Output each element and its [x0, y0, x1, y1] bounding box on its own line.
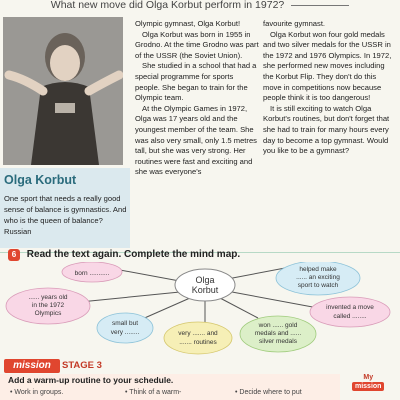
cloud-won-line-1: won ...... gold: [258, 322, 298, 329]
article-column-1: [135, 19, 260, 178]
cloud-helped-line-2: ...... an exciting: [296, 274, 340, 281]
cloud-helped-line-3: sport to watch: [297, 282, 339, 289]
cloud-small: [97, 313, 153, 343]
mission-bullet-3: • Decide where to put: [235, 389, 302, 396]
col1-para-2: Olga Korbut was born in 1955 in Grodno. At the time Grodno was part of the USSR (the Soviet Union).: [135, 29, 259, 60]
profile-intro: One sport that needs a really good sense of balance is gymnastics. And who is the queen of balance? Russian: [4, 194, 127, 236]
question-text: What new move did Olga Korbut perform in 1972?: [50, 0, 285, 11]
mission-bullet-2: • Think of a warm-: [125, 389, 182, 396]
mission-badge: mission: [4, 359, 60, 373]
cloud-invented: [310, 297, 390, 327]
cloud-years-line-3: Olympics: [34, 310, 62, 317]
profile-name: Olga Korbut: [4, 173, 77, 187]
col1-para-3: She studied in a school that had a special programme for sports people. She began to train for the Olympic team.: [135, 61, 257, 103]
cloud-helped-line-1: helped make: [299, 266, 337, 273]
mission-bullet-1: • Work in groups.: [10, 389, 64, 396]
cloud-born: [62, 262, 122, 282]
task-6-heading: [8, 249, 240, 261]
arrow-small: [140, 298, 190, 320]
cloud-years-line-2: in the 1972: [31, 302, 65, 309]
mind-map: [0, 262, 400, 359]
center-line-1: Olga: [195, 275, 215, 285]
my-mission-line-1: My: [363, 374, 374, 381]
col1-para-4: At the Olympic Games in 1972, Olga was 17 years old and the youngest member of the team. She was also very small, only 1.5 metres tall, but she was very strong. Her routines were fast and exciting and she was everyone's: [135, 103, 257, 177]
task-instruction: Read the text again. Complete the mind map.: [26, 249, 241, 260]
cloud-small-line-2: very ........: [110, 329, 140, 336]
cloud-won-line-3: silver medals: [259, 338, 297, 345]
cloud-invented-line-2: called ........: [333, 313, 367, 320]
article-column-2: [263, 19, 393, 157]
cloud-won: [240, 316, 316, 352]
col2-para-3: It is still exciting to watch Olga Korbut's routines, but don't forget that she had to train for many hours every day to become a top gymnast. Would you like to be a gymnast?: [263, 103, 390, 156]
mission-instruction: Add a warm-up routine to your schedule.: [8, 375, 174, 385]
cloud-small-line-1: small but: [111, 320, 139, 327]
col2-para-2: Olga Korbut won four gold medals and two silver medals for the USSR in the 1972 and 1976 Olympics. In 1972, she performed new moves including the Korbut Flip. They don't do this move in competitions now because people think it is too dangerous!: [263, 29, 392, 103]
col2-para-1: favourite gymnast.: [263, 19, 326, 28]
gymnast-photo-illustration: [3, 17, 123, 165]
answer-line: [291, 5, 349, 6]
cloud-routines: [164, 322, 232, 354]
cloud-years: [6, 288, 90, 324]
col1-para-1: Olympic gymnast, Olga Korbut!: [135, 19, 241, 28]
center-line-2: Korbut: [191, 285, 219, 295]
center-cloud: [175, 269, 235, 301]
gymnast-photo: [3, 17, 123, 165]
my-mission-line-2: mission: [352, 382, 384, 391]
cloud-years-line-1: ...... years old: [28, 294, 68, 301]
cloud-born-line-1: born ...........: [74, 270, 110, 277]
cloud-helped: [276, 262, 360, 295]
my-mission-logo: [352, 373, 384, 391]
cloud-routines-line-1: very ....... and: [178, 330, 218, 337]
cloud-won-line-2: medals and ......: [254, 330, 302, 337]
arrow-won: [220, 298, 258, 318]
mission-stage: STAGE 3: [62, 360, 102, 371]
cloud-routines-line-2: ....... routines: [179, 339, 217, 346]
arrow-born: [120, 270, 185, 282]
arrow-years: [80, 292, 180, 302]
task-number-badge: 6: [8, 249, 20, 261]
header-question: [0, 0, 400, 12]
cloud-invented-line-1: invented a move: [326, 304, 374, 311]
